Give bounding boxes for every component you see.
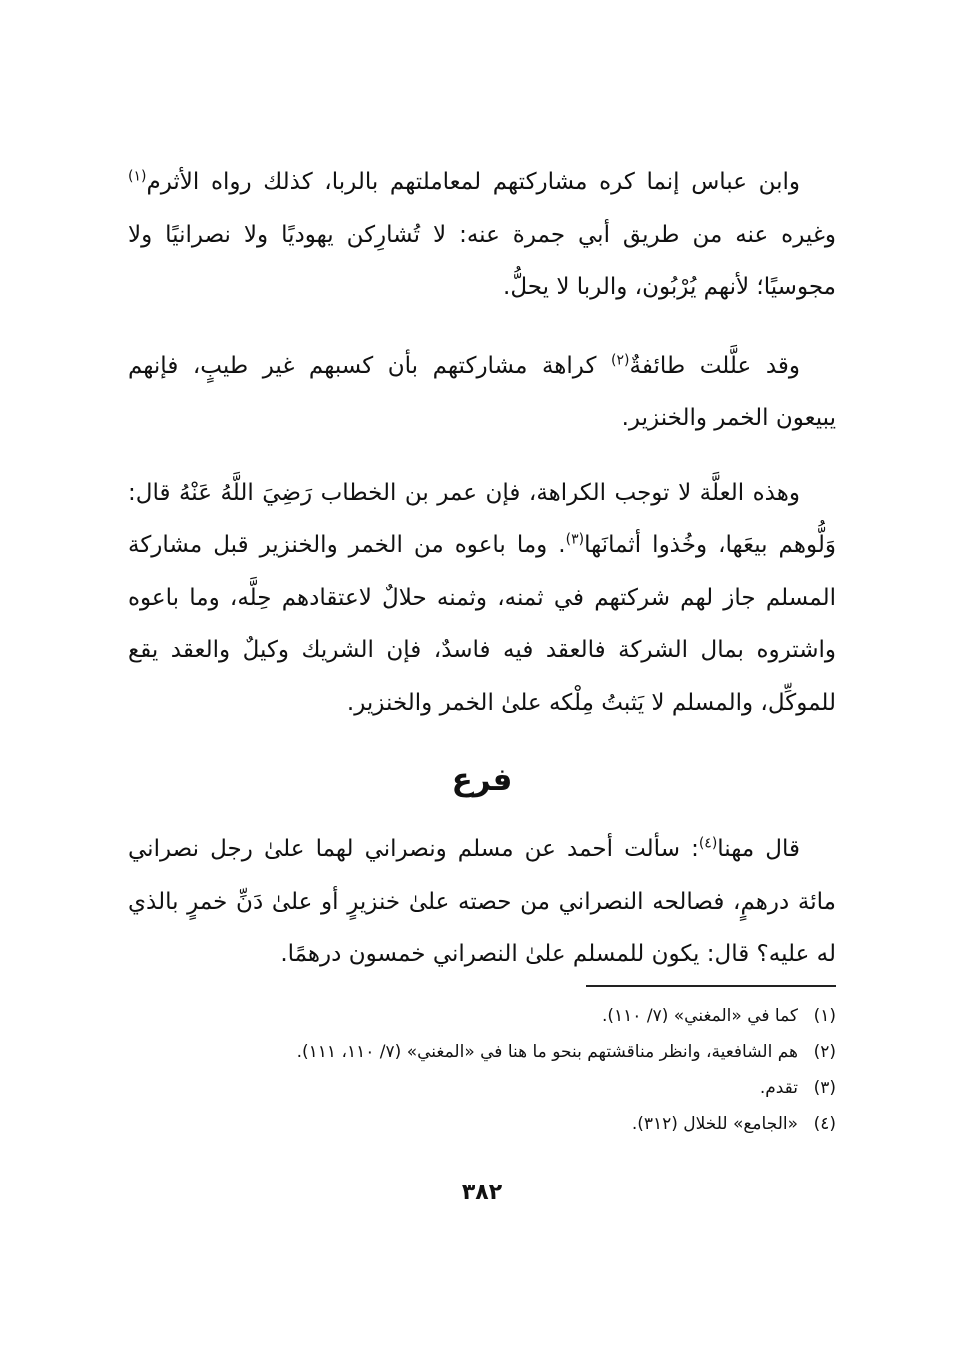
footnote-text: «الجامع» للخلال (٣١٢). — [631, 1114, 798, 1134]
footnote-ref-4[interactable]: (٤) — [698, 835, 718, 852]
paragraph-4-text: قال مهنا — [717, 836, 800, 862]
paragraph-2-text: وقد علَّلت طائفةٌ — [629, 352, 800, 379]
footnote-divider — [586, 985, 836, 987]
footnotes — [128, 998, 836, 1142]
paragraph-2-rest: كراهة مشاركتهم بأن كسبهم غير طيبٍ، فإنهم يبيعون الخمر والخنزير. — [128, 352, 836, 431]
footnote-4 — [128, 1106, 836, 1142]
footnote-3 — [128, 1070, 836, 1106]
footnote-number: (١) — [813, 1006, 836, 1026]
paragraph-2 — [128, 340, 836, 445]
paragraph-3 — [128, 467, 836, 730]
footnote-2 — [128, 1034, 836, 1070]
main-text — [128, 156, 836, 1007]
footnote-number: (٢) — [813, 1042, 836, 1062]
footnote-text: كما في «المغني» (٧/ ١١٠). — [601, 1006, 798, 1026]
paragraph-3-rest: . وما باعوه من الخمر والخنزير قبل مشاركة المسلم جاز لهم شركتهم في ثمنه، وثمنه حلالٌ لاعتقادهم حِلَّه، وما باعوه واشتروه بمال الشركة فالعقد فيه فاسدٌ، فإن الشريك وكيلٌ والعقد يقع للموكِّل، والمسلم لا يَثبتُ مِلْكه علىٰ الخمر والخنزير. — [128, 532, 836, 716]
footnote-number: (٤) — [813, 1114, 836, 1134]
footnote-number: (٣) — [813, 1078, 836, 1098]
footnote-ref-3[interactable]: (٣) — [565, 531, 585, 548]
paragraph-4 — [128, 823, 836, 981]
footnote-ref-1[interactable]: (١) — [128, 168, 147, 185]
section-heading: فرع — [451, 762, 513, 798]
paragraph-3-text: وهذه العلَّة لا توجب الكراهة، فإن عمر بن الخطاب رَضِيَ اللَّهُ عَنْهُ قال: وَلُّوهم بيعَها، وخُذوا أثمانَها — [128, 479, 836, 558]
paragraph-1 — [128, 156, 836, 314]
paragraph-1-rest: وغيره عنه من طريق أبي جمرة عنه: لا تُشارِكن يهوديًا ولا نصرانيًا ولا مجوسيًا؛ لأنهم يُرْبُون، والربا لا يحلُّ. — [128, 221, 836, 300]
footnote-1 — [128, 998, 836, 1034]
footnote-text: هم الشافعية، وانظر مناقشتهم بنحو ما هنا في «المغني» (٧/ ١١٠، ١١١). — [296, 1042, 798, 1062]
paragraph-4-rest: : سألت أحمد عن مسلم ونصراني لهما علىٰ رجل نصراني مائة درهمٍ، فصالحه النصراني من حصته علىٰ خنزيرٍ أو علىٰ دَنِّ خمرٍ بالذي له عليه؟ قال: يكون للمسلم علىٰ النصراني خمسون درهمًا. — [128, 836, 836, 967]
page-number: ٣٨٢ — [461, 1180, 503, 1205]
footnote-ref-2[interactable]: (٢) — [611, 351, 630, 368]
paragraph-1-text: وابن عباس إنما كره مشاركتهم لمعاملتهم بالربا، كذلك رواه الأثرم — [146, 169, 800, 195]
footnote-text: تقدم. — [759, 1078, 798, 1098]
